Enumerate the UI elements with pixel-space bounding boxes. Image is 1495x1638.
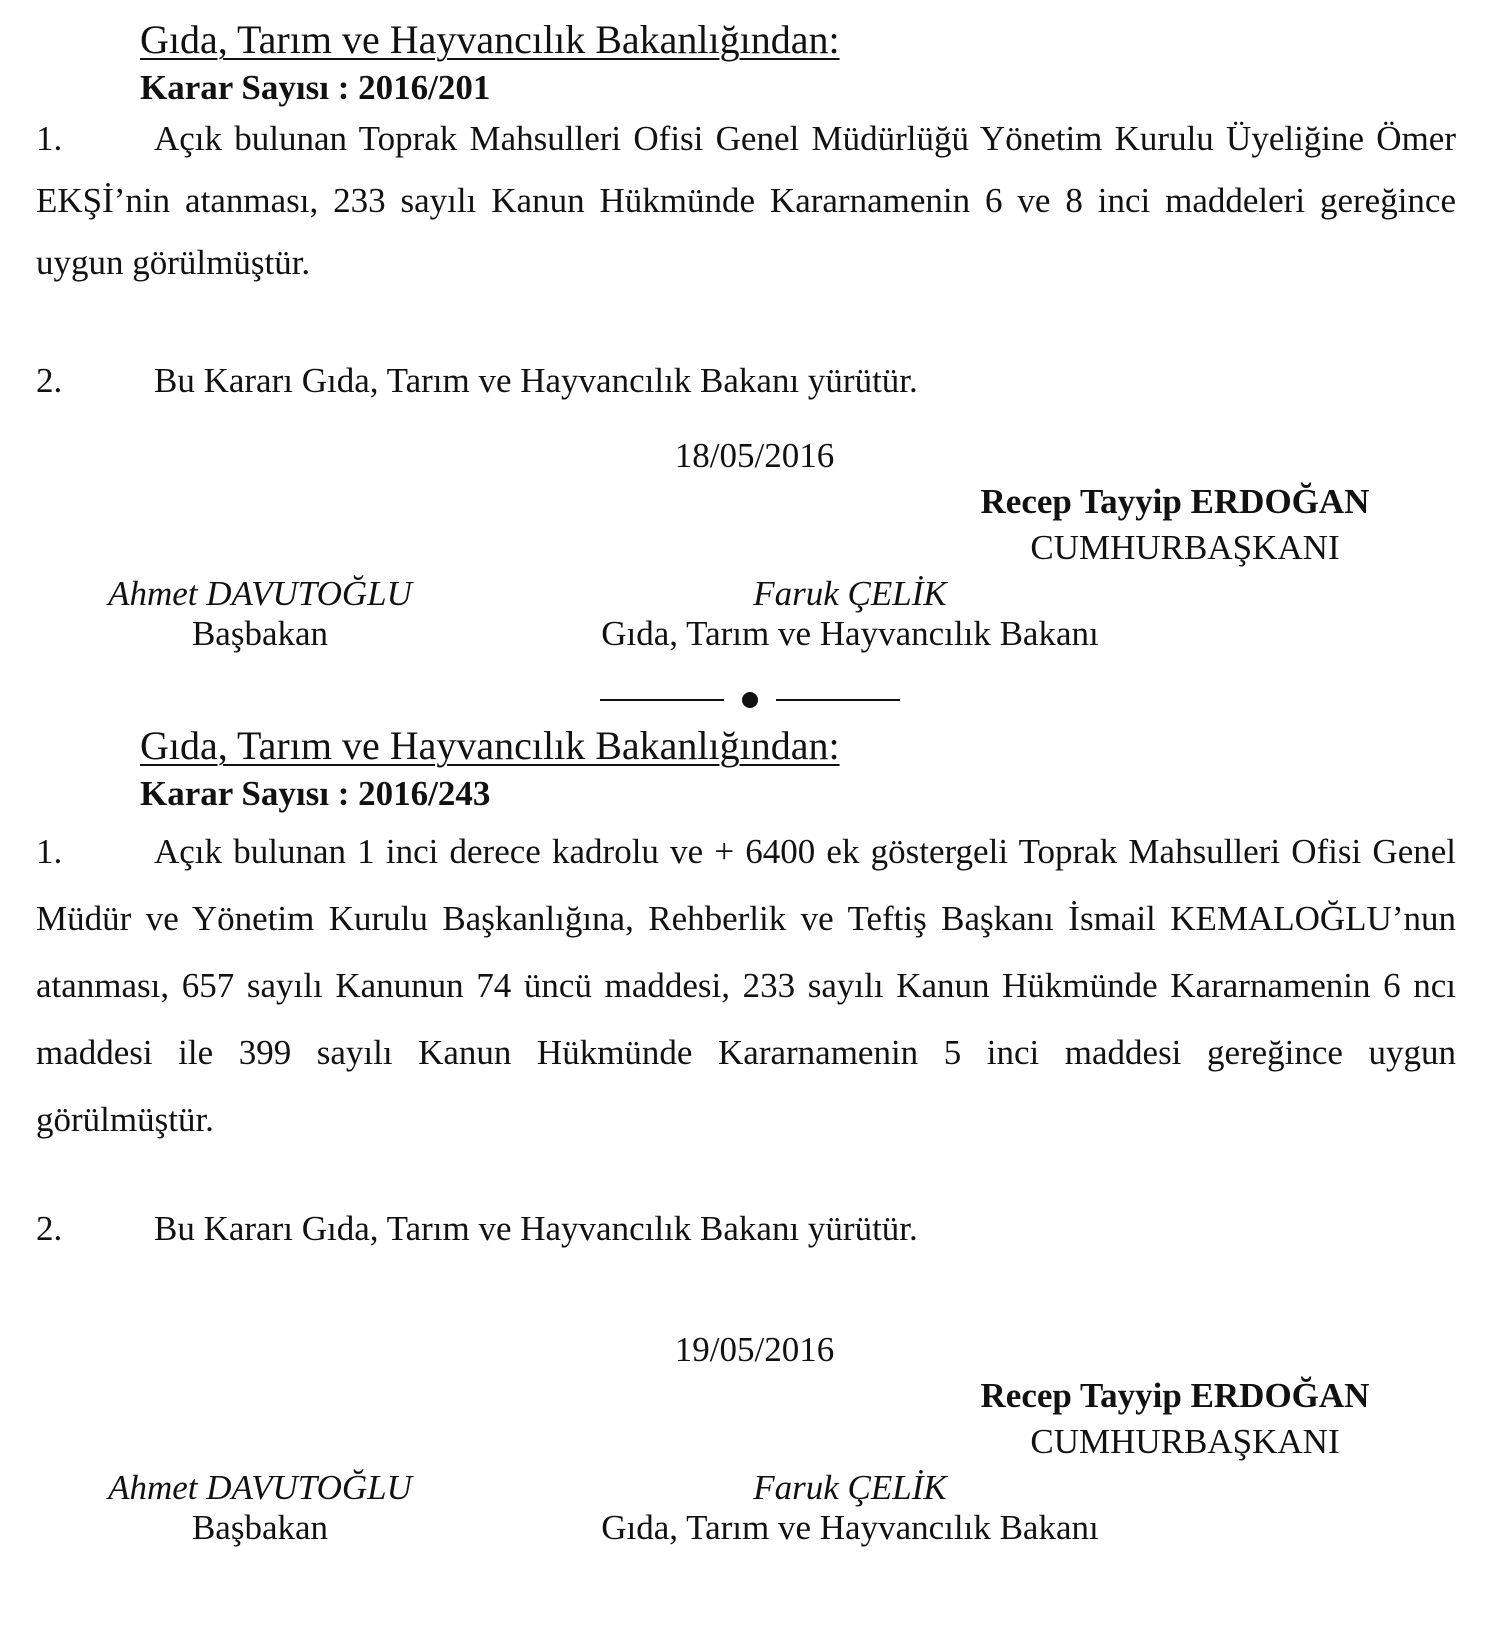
section-separator [600, 688, 900, 712]
signatory-name: Faruk ÇELİK [753, 574, 947, 613]
item-text: Bu Kararı Gıda, Tarım ve Hayvancılık Bakanı yürütür. [154, 1209, 918, 1248]
decree-item-2 [36, 350, 1456, 412]
item-number: 1. [36, 119, 63, 158]
signatory-title: Başbakan [191, 1508, 329, 1547]
decree-item-1 [36, 818, 1456, 1153]
item-number: 2. [36, 361, 63, 400]
ministry-heading: Gıda, Tarım ve Hayvancılık Bakanlığından: [140, 723, 840, 768]
signatory-name: Ahmet DAVUTOĞLU [108, 1468, 412, 1507]
signature-minister [540, 574, 1160, 654]
decree-date: 19/05/2016 [674, 1330, 835, 1369]
item-text: Açık bulunan 1 inci derece kadrolu ve + 6400 ek göstergeli Toprak Mahsulleri Ofisi Genel Müdür ve Yönetim Kurulu Başkanlığına, Rehberlik ve Teftiş Başkanı İsmail KEMALOĞLU’nun atanması, 657 sayılı Kanunun 74 üncü maddesi, 233 sayılı Kanun Hükmünde Kararnamenin 6 ncı maddesi ile 399 sayılı Kanun Hükmünde Kararnamenin 5 inci maddesi gereğince uygun görülmüştür. [36, 832, 1456, 1139]
item-text: Açık bulunan Toprak Mahsulleri Ofisi Genel Müdürlüğü Yönetim Kurulu Üyeliğine Ömer EKŞİ’nin atanması, 233 sayılı Kanun Hükmünde Kararnamenin 6 ve 8 inci maddeleri gereğince uygun görülmüştür. [36, 119, 1456, 282]
signatory-title: Başbakan [191, 614, 329, 653]
separator-line [776, 699, 900, 701]
item-number: 1. [36, 832, 63, 871]
signature-minister [540, 1468, 1160, 1548]
signature-prime-minister [80, 1468, 440, 1548]
separator-dot [742, 692, 758, 708]
decision-number: Karar Sayısı : 2016/201 [140, 68, 491, 107]
president-title: CUMHURBAŞKANI [1030, 1422, 1340, 1461]
signatory-name: Ahmet DAVUTOĞLU [108, 574, 412, 613]
item-text: Bu Kararı Gıda, Tarım ve Hayvancılık Bakanı yürütür. [154, 361, 918, 400]
decree-date: 18/05/2016 [674, 436, 835, 475]
decree-item-2 [36, 1198, 1456, 1260]
decision-number: Karar Sayısı : 2016/243 [140, 774, 491, 813]
signatory-title: Gıda, Tarım ve Hayvancılık Bakanı [601, 614, 1099, 653]
president-title: CUMHURBAŞKANI [1030, 528, 1340, 567]
president-name: Recep Tayyip ERDOĞAN [980, 482, 1370, 521]
signatory-title: Gıda, Tarım ve Hayvancılık Bakanı [601, 1508, 1099, 1547]
president-name: Recep Tayyip ERDOĞAN [980, 1376, 1370, 1415]
item-number: 2. [36, 1209, 63, 1248]
ministry-heading: Gıda, Tarım ve Hayvancılık Bakanlığından: [140, 17, 840, 62]
separator-line [600, 699, 724, 701]
signature-prime-minister [80, 574, 440, 654]
decree-item-1 [36, 108, 1456, 294]
signatory-name: Faruk ÇELİK [753, 1468, 947, 1507]
